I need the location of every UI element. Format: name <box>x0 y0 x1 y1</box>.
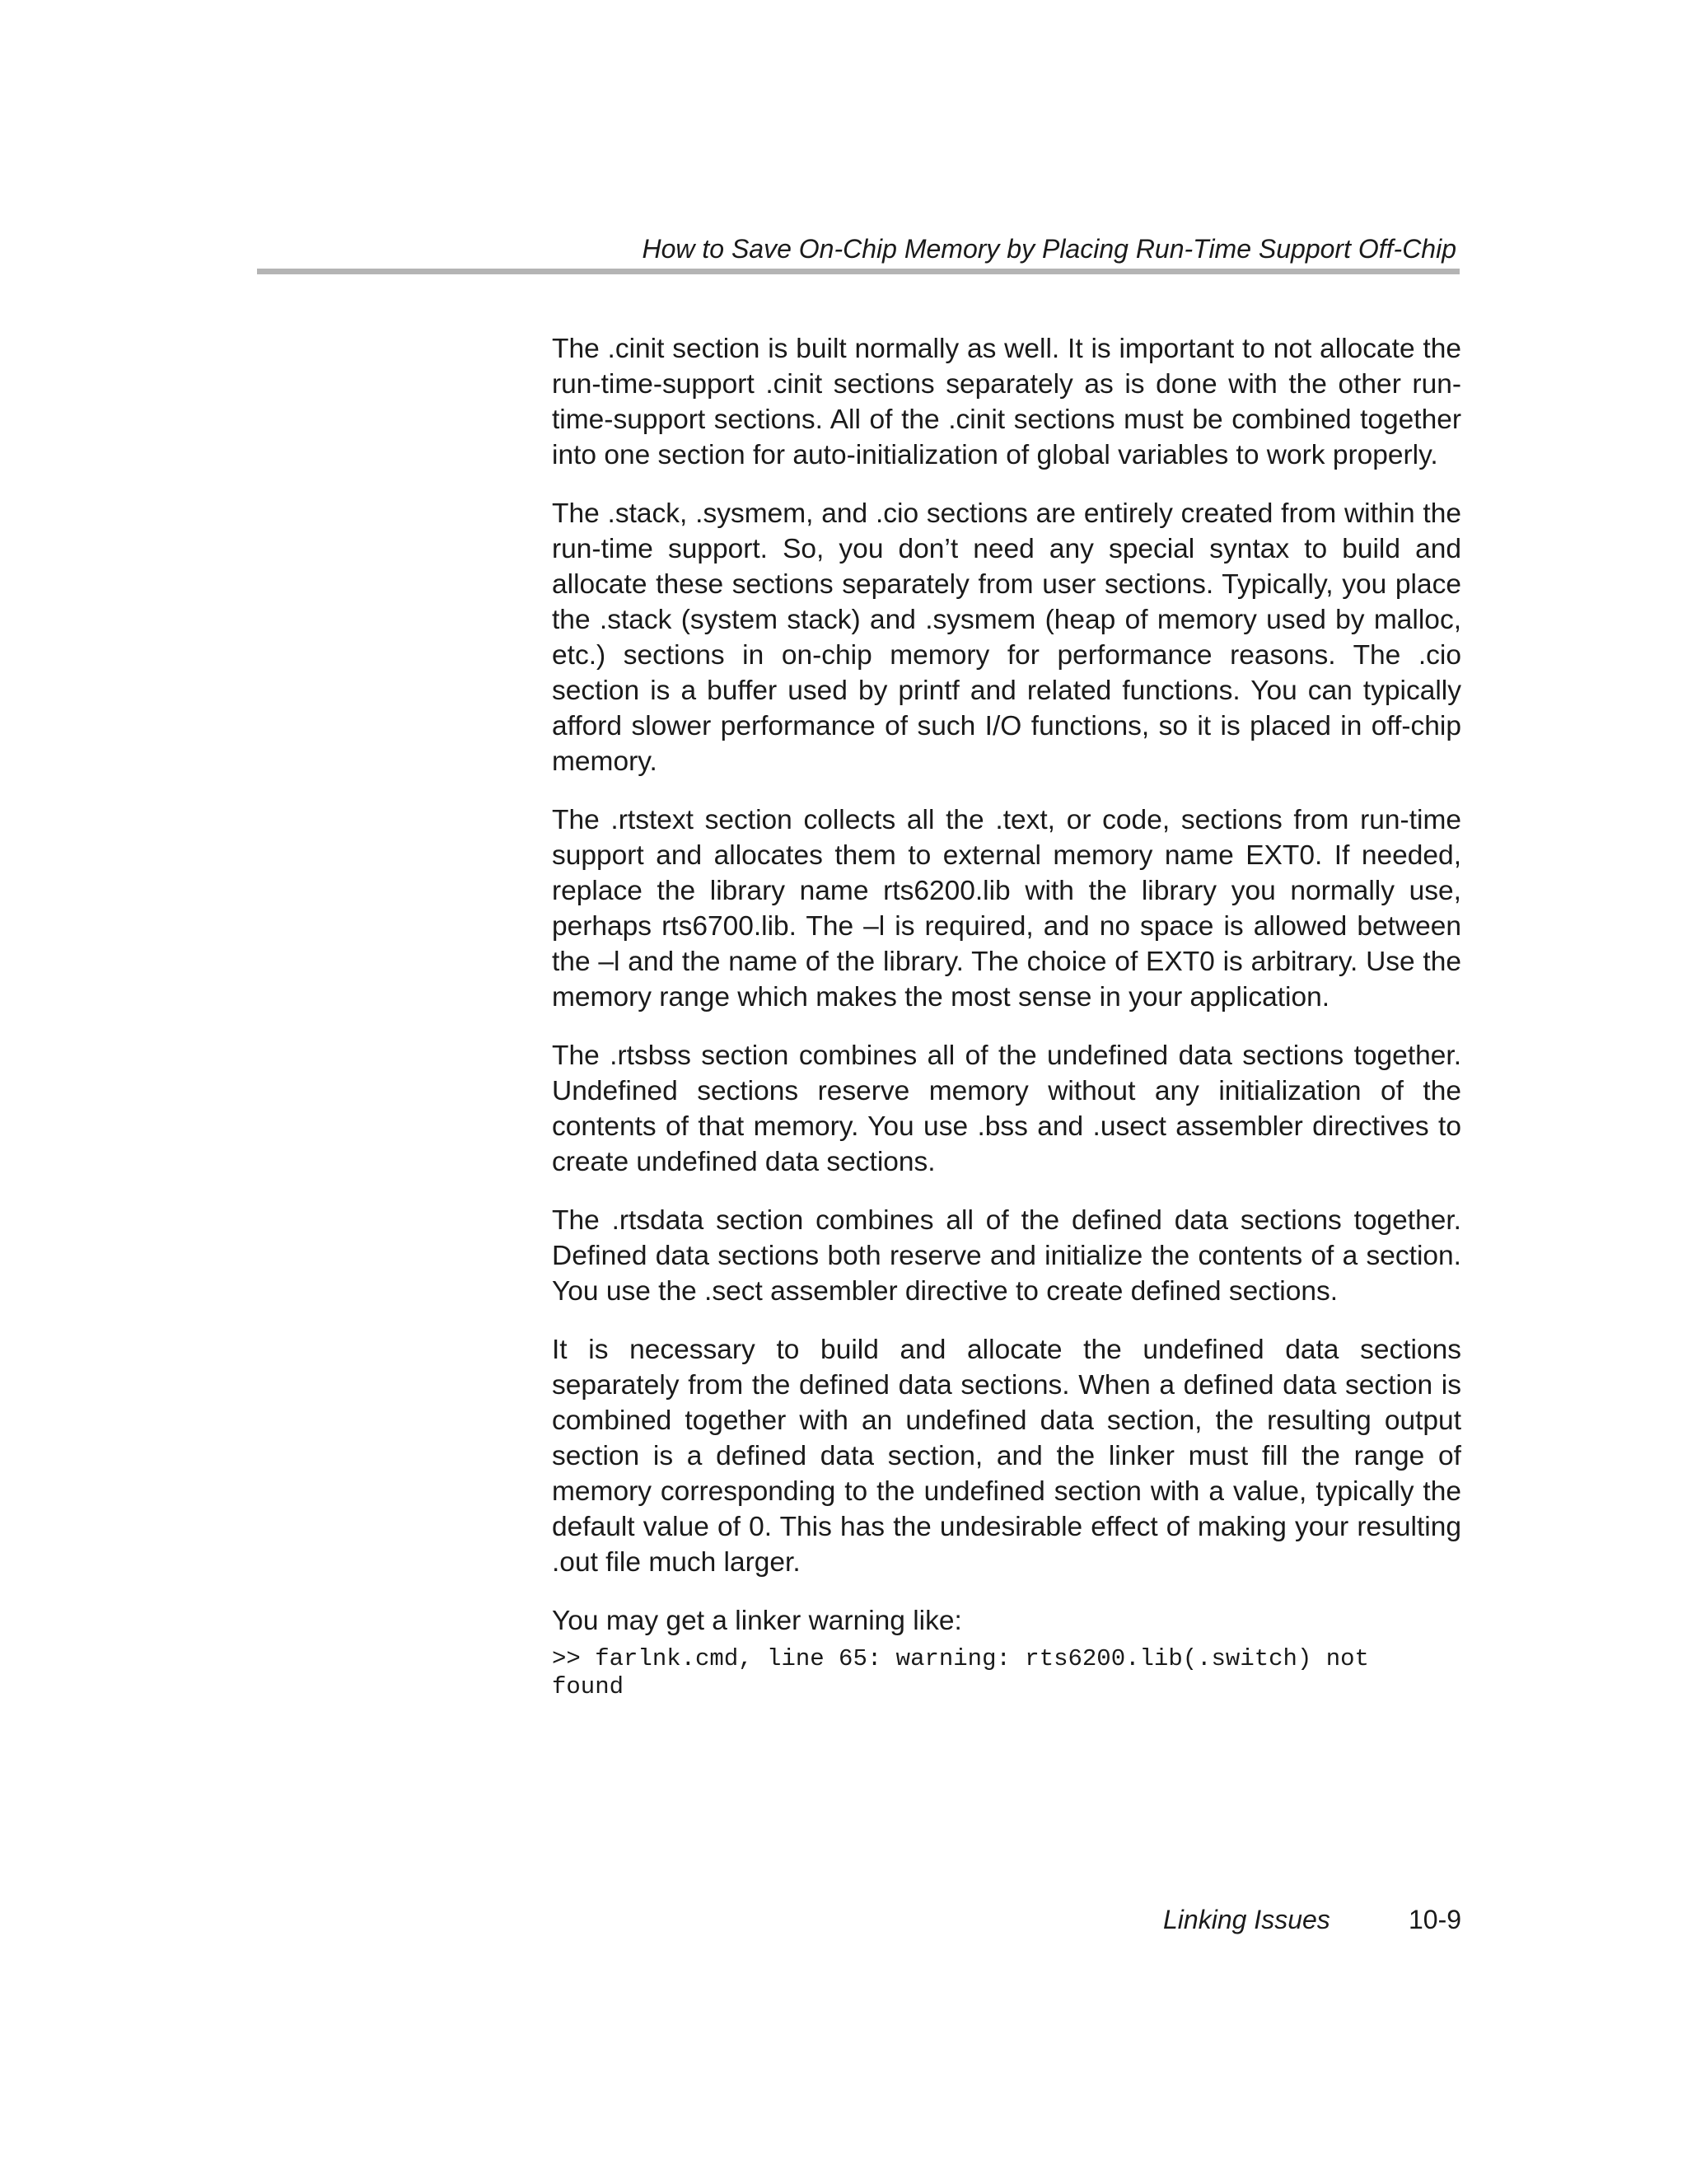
header-rule <box>257 269 1460 274</box>
paragraph-rtsbss: The .rtsbss section combines all of the undefined data sections together. Undefined sections reserve memory without any initialization of the contents of that memory. You use .bss and .usect assembler directives to create undefined data sections. <box>552 1041 1461 1177</box>
paragraph-cinit: The .cinit section is built normally as well. It is important to not allocate the run-time-support .cinit sections separately as is done with the other run-time-support sections. All of the .cinit sections must be combined together into one section for auto-initialization of global variables to work properly. <box>552 334 1461 470</box>
paragraph-rtstext: The .rtstext section collects all the .text, or code, sections from run-time support and allocates them to external memory name EXT0. If needed, replace the library name rts6200.lib with the library you normally use, perhaps rts6700.lib. The –l is required, and no space is allowed between the –l and the name of the library. The choice of EXT0 is arbitrary. Use the memory range which makes the most sense in your application. <box>552 805 1461 1012</box>
running-header: How to Save On-Chip Memory by Placing Run-Time Support Off-Chip <box>642 234 1456 264</box>
footer-page-number: 10-9 <box>1409 1905 1462 1934</box>
footer-section-title: Linking Issues <box>1163 1905 1330 1934</box>
paragraph-stack-sysmem-cio: The .stack, .sysmem, and .cio sections are entirely created from within the run-time support. So, you don’t need any special syntax to build and allocate these sections separately from user sections. Typically, you place the .stack (system stack) and .sysmem (heap of memory used by malloc, etc.) sections in on-chip memory for performance reasons. The .cio section is a buffer used by printf and related functions. You can typically afford slower performance of such I/O functions, so it is placed in off-chip memory. <box>552 498 1461 777</box>
paragraph-separate-allocation: It is necessary to build and allocate the undefined data sections separately from the defined data sections. When a defined data section is combined together with an undefined data section, the resulting output section is a defined data section, and the linker must fill the range of memory corresponding to the undefined section with a value, typically the default value of 0. This has the undesirable effect of making your resulting .out file much larger. <box>552 1335 1461 1578</box>
paragraph-rtsdata: The .rtsdata section combines all of the defined data sections together. Defined data sections both reserve and initialize the contents of a section. You use the .sect assembler directive to create defined sections. <box>552 1205 1461 1307</box>
paragraph-linker-warning-intro: You may get a linker warning like: <box>552 1606 962 1636</box>
body-column <box>552 331 1461 1701</box>
code-block-linker-warning: >> farlnk.cmd, line 65: warning: rts6200.lib(.switch) not found <box>552 1645 1369 1700</box>
